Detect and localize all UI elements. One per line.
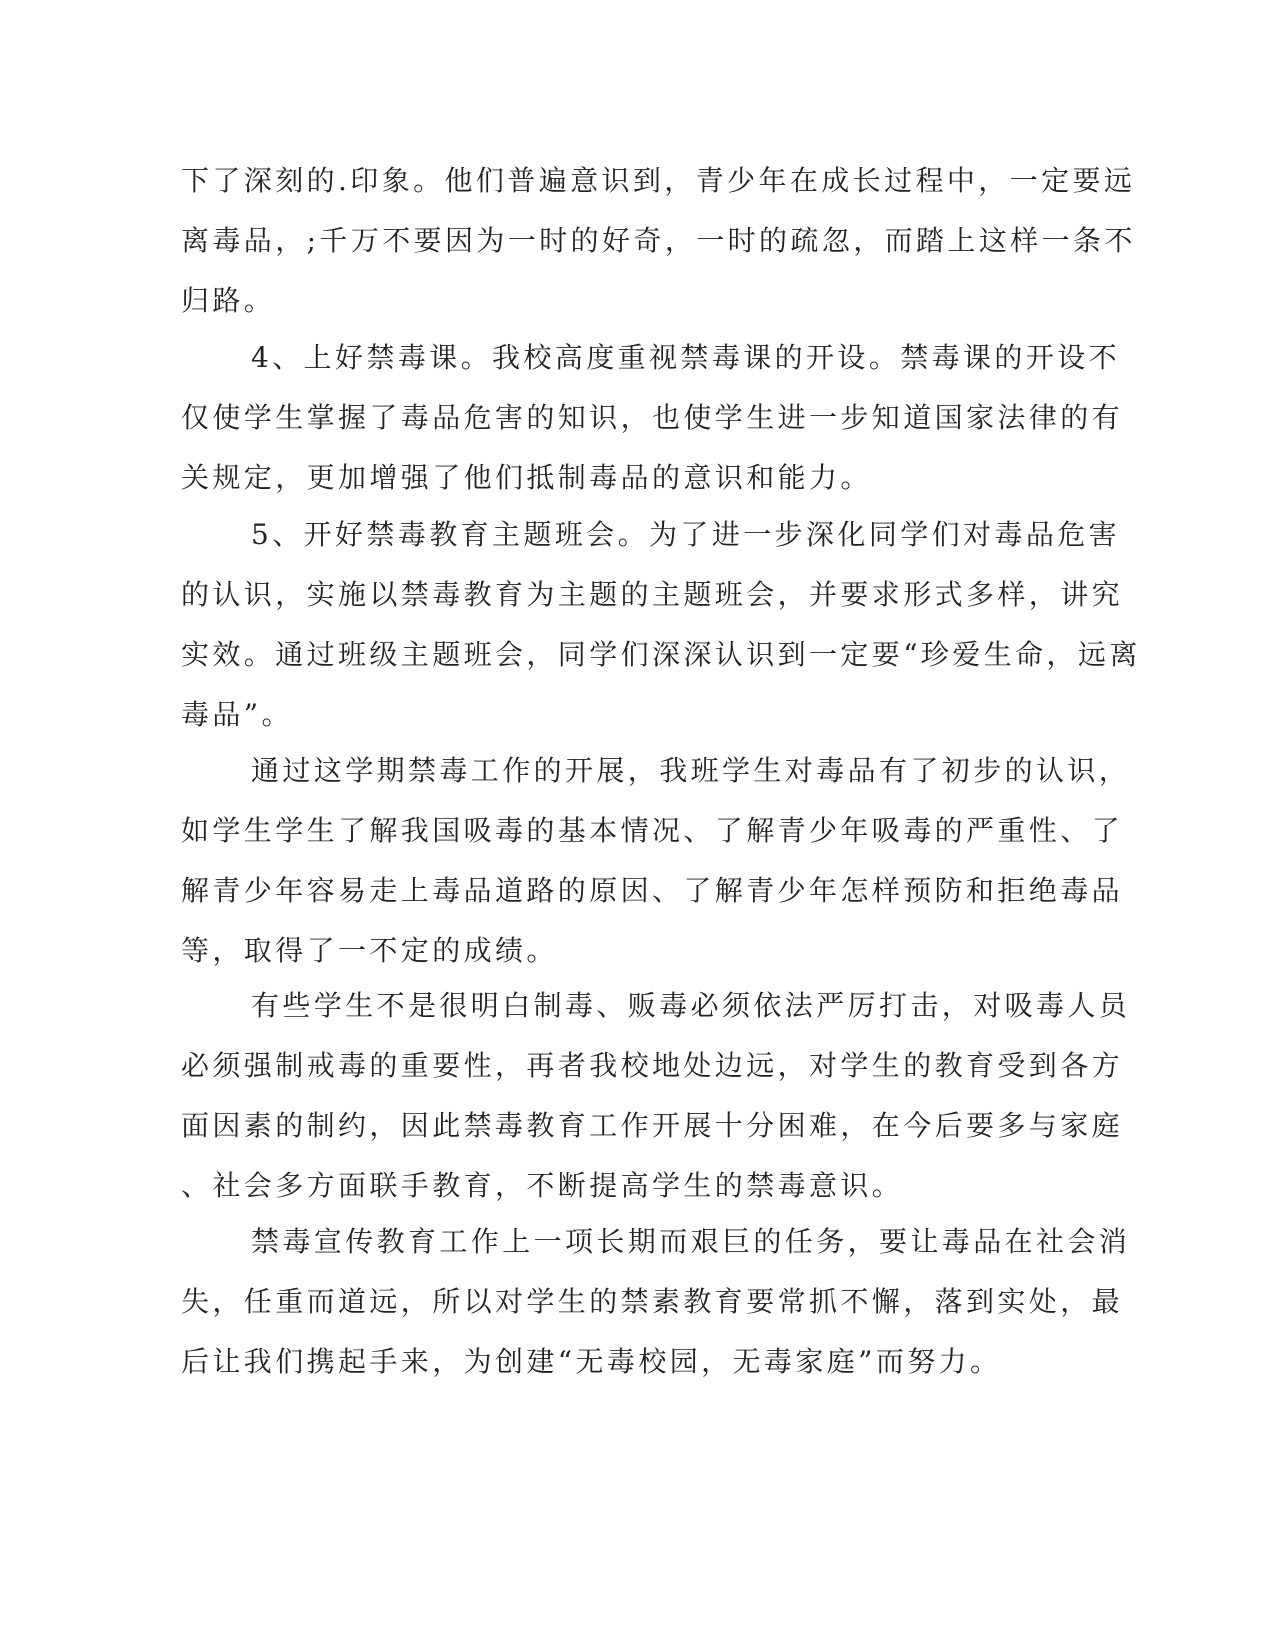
text-line: 禁毒宣传教育工作上一项长期而艰巨的任务，要让毒品在社会消: [251, 1225, 1131, 1258]
paragraph-item-4: [181, 328, 1124, 508]
paragraph-continuation: [181, 151, 1136, 331]
text-line: 归路。: [181, 284, 276, 317]
text-line: 下了深刻的.印象。他们普遍意识到，青少年在成长过程中，一定要远: [181, 164, 1136, 197]
text-line: 有些学生不是很明白制毒、贩毒必须依法严厉打击，对吸毒人员: [251, 989, 1131, 1022]
text-line: 5、开好禁毒教育主题班会。为了进一步深化同学们对毒品危害: [251, 518, 1121, 551]
paragraph-conclusion: [181, 1212, 1131, 1392]
text-line: 离毒品，;千万不要因为一时的好奇，一时的疏忽，而踏上这样一条不: [181, 224, 1136, 257]
paragraph-item-5: [181, 505, 1141, 745]
text-line: 毒品”。: [181, 698, 293, 731]
text-line: 后让我们携起手来，为创建“无毒校园，无毒家庭”而努力。: [181, 1345, 1002, 1378]
text-line: 4、上好禁毒课。我校高度重视禁毒课的开设。禁毒课的开设不: [251, 341, 1121, 374]
text-line: 解青少年容易走上毒品道路的原因、了解青少年怎样预防和拒绝毒品: [181, 874, 1124, 907]
paragraph-summary: [181, 741, 1131, 981]
text-line: 失，任重而道远，所以对学生的禁素教育要常抓不懈，落到实处，最: [181, 1285, 1124, 1318]
text-line: 必须强制戒毒的重要性，再者我校地处边远，对学生的教育受到各方: [181, 1049, 1124, 1082]
text-line: 仅使学生掌握了毒品危害的知识，也使学生进一步知道国家法律的有: [181, 401, 1124, 434]
paragraph-problems: [181, 976, 1131, 1216]
text-line: 等，取得了一不定的成绩。: [181, 934, 558, 967]
text-line: 面因素的制约，因此禁毒教育工作开展十分困难，在今后要多与家庭: [181, 1109, 1124, 1142]
text-line: 实效。通过班级主题班会，同学们深深认识到一定要“珍爱生命，远离: [181, 638, 1141, 671]
text-line: 的认识，实施以禁毒教育为主题的主题班会，并要求形式多样，讲究: [181, 578, 1124, 611]
text-line: 通过这学期禁毒工作的开展，我班学生对毒品有了初步的认识，: [251, 754, 1131, 787]
text-line: 如学生学生了解我国吸毒的基本情况、了解青少年吸毒的严重性、了: [181, 814, 1124, 847]
text-line: 关规定，更加增强了他们抵制毒品的意识和能力。: [181, 461, 872, 494]
text-line: 、社会多方面联手教育，不断提高学生的禁毒意识。: [181, 1169, 904, 1202]
